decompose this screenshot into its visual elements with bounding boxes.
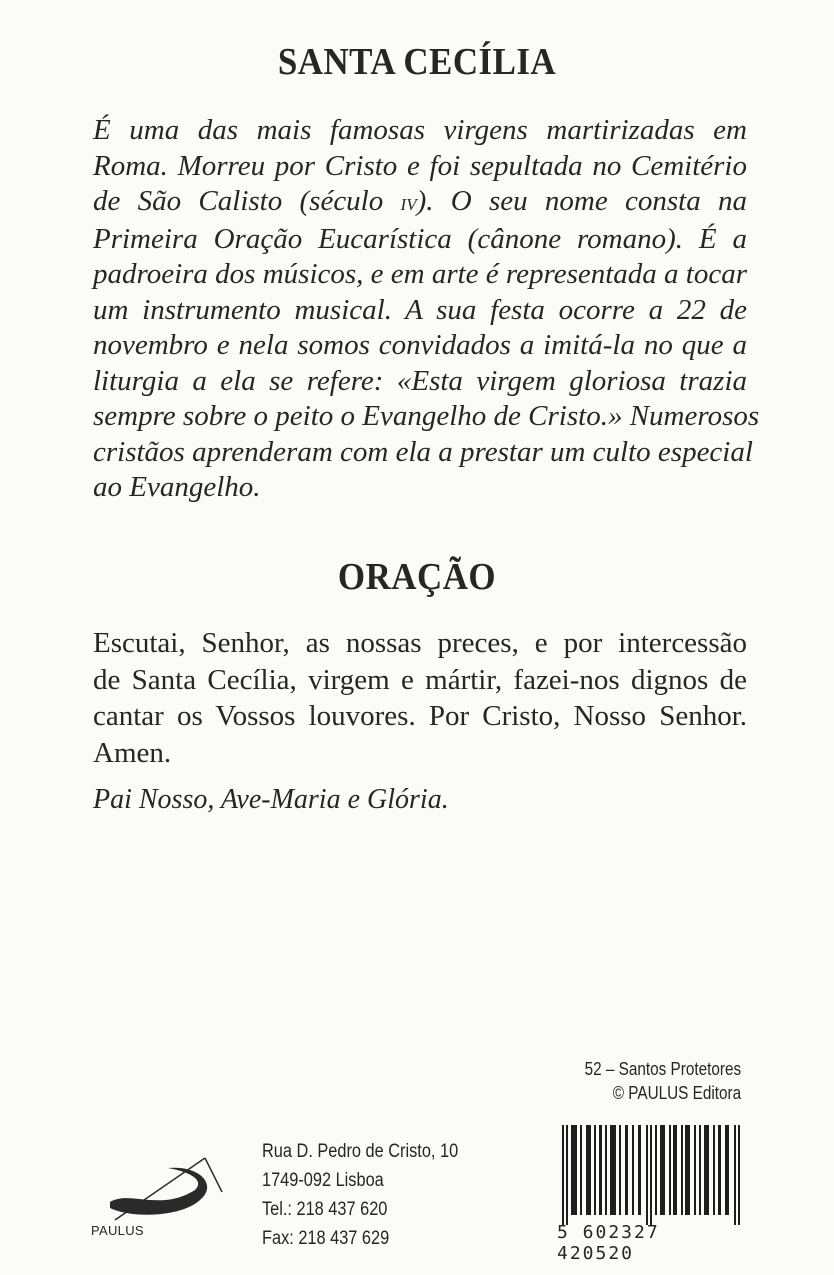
publisher-logo-text: PAULUS [91,1223,144,1238]
copyright-label: © PAULUS Editora [612,1083,741,1103]
series-label: 52 – Santos Protetores [584,1059,741,1079]
bio-line: Roma. Morreu por Cristo e foi sepultada no Cemitério [93,149,747,182]
publisher-address [262,1137,458,1253]
prayer-line: de Santa Cecília, virgem e mártir, fazei-nos dignos de [93,663,747,696]
century-numeral: iv [400,190,417,216]
closing-prayers: Pai Nosso, Ave-Maria e Glória. [93,784,449,815]
bio-line: sempre sobre o peito o Evangelho de Cristo.» Numerosos [93,400,760,432]
prayer-line: Escutai, Senhor, as nossas preces, e por intercessão [93,627,747,659]
bio-line: Primeira Oração Eucarística (cânone romano). É a [93,222,747,255]
bio-line: padroeira dos músicos, e em arte é representada a tocar [93,258,748,290]
prayer-title: ORAÇÃO [337,556,497,598]
bio-line: cristãos aprenderam com ela a prestar um culto especial [93,435,753,468]
bio-line: ao Evangelho. [93,471,261,503]
address-street: Rua D. Pedro de Cristo, 10 [262,1141,459,1162]
prayer-line: Amen. [93,736,172,769]
address-phone: Tel.: 218 437 620 [262,1199,388,1220]
prayer-text [93,625,747,771]
address-fax: Fax: 218 437 629 [262,1228,390,1249]
barcode-number: 5 602327 420520 [557,1222,660,1264]
barcode-icon [562,1125,742,1225]
saint-biography [93,113,760,506]
bio-line: um instrumento musical. A sua festa ocorre a 22 de [93,293,747,326]
bio-line: liturgia a ela se refere: «Esta virgem gloriosa trazia [93,364,747,397]
series-info [584,1057,741,1105]
bio-line: de São Calisto (século iv). O seu nome consta na [93,185,747,217]
bio-line: novembro e nela somos convidados a imitá-la no que a [93,329,747,361]
bio-line: É uma das mais famosas virgens martirizadas em [93,114,747,146]
saint-title: SANTA CECÍLIA [277,41,557,83]
prayer-line: cantar os Vossos louvores. Por Cristo, Nosso Senhor. [93,700,747,732]
address-city: 1749-092 Lisboa [262,1170,384,1191]
